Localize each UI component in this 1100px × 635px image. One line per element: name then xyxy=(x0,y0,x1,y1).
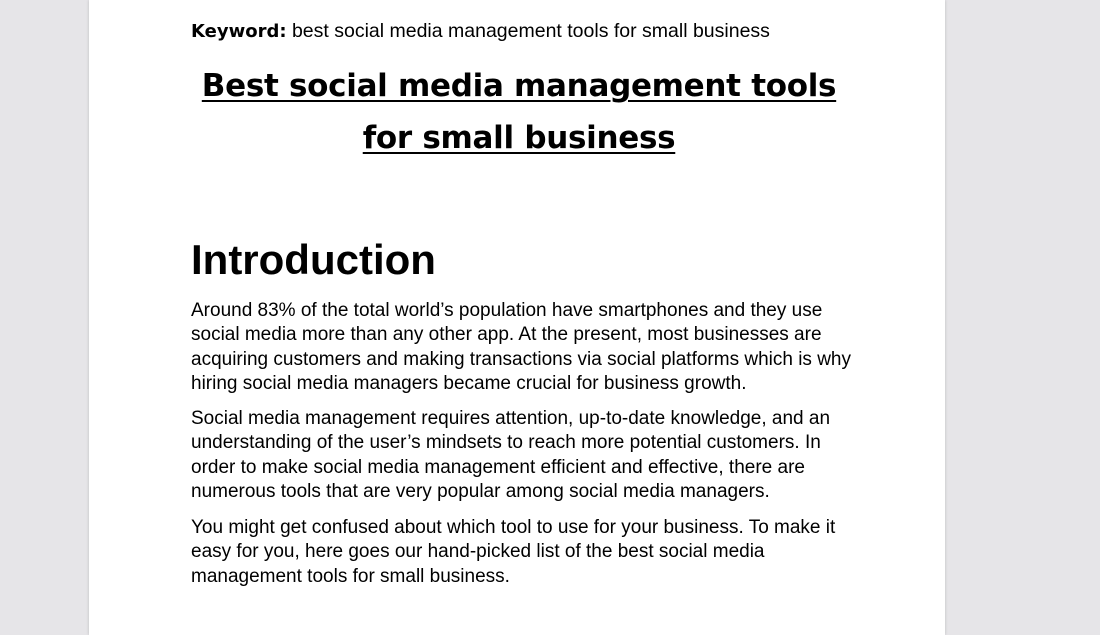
intro-paragraph-2: Social media management requires attention, up-to-date knowledge, and an understanding of the user’s mindsets to reach more potential customers. In order to make social media management efficient and effective, there are numerous tools that are very popular among social media managers. xyxy=(191,408,831,502)
document-page xyxy=(89,0,945,635)
intro-paragraph-3: You might get confused about which tool to use for your business. To make it easy for you, here goes our hand-picked list of the best social media management tools for small business. xyxy=(191,517,836,587)
keyword-label: Keyword: xyxy=(191,21,287,42)
keyword-line xyxy=(191,20,770,43)
section-heading-introduction: Introduction xyxy=(191,236,436,283)
keyword-value: best social media management tools for small business xyxy=(286,20,770,42)
document-title: Best social media management tools for small business xyxy=(201,68,837,156)
intro-paragraph-1: Around 83% of the total world’s population have smartphones and they use social media more than any other app. At the present, most businesses are acquiring customers and making transactions via social platforms which is why hiring social media managers became crucial for business growth. xyxy=(191,300,851,394)
